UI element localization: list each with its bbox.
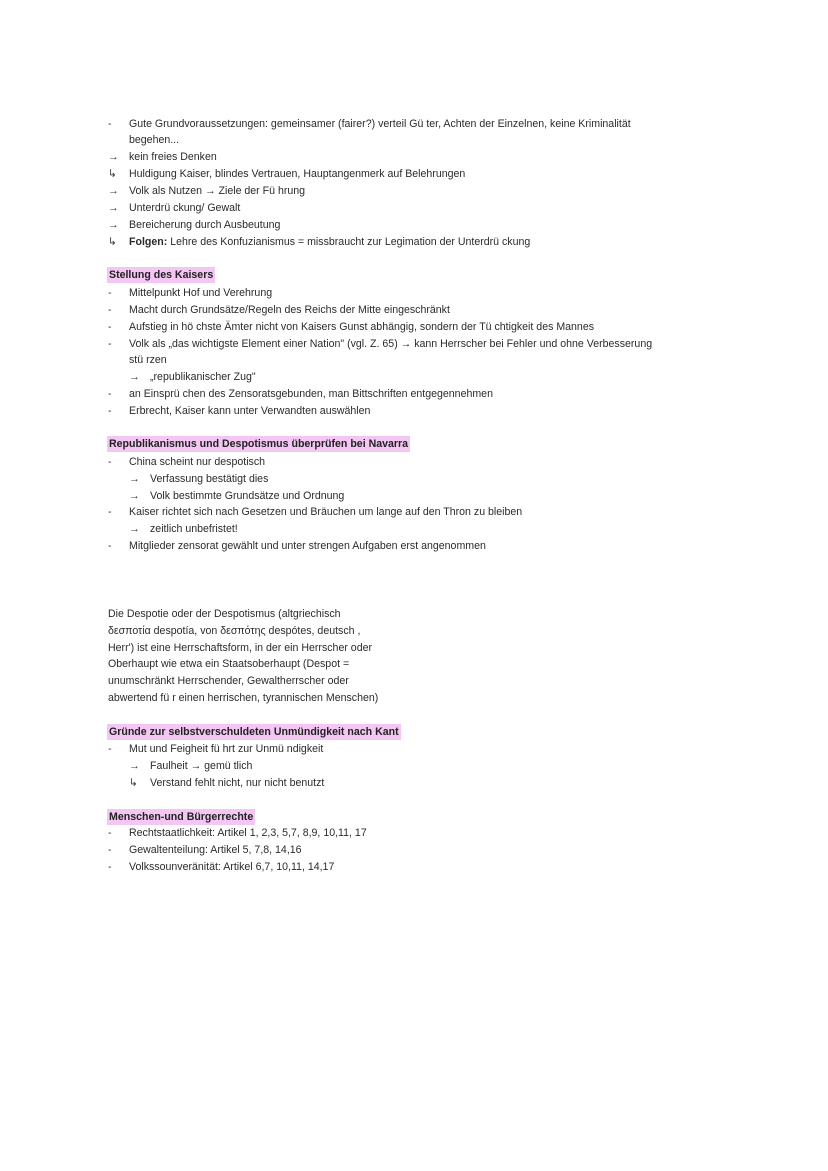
section-heading: Republikanismus und Despotismus überprüfen bei Navarra (109, 438, 409, 450)
section-heading: Menschen-und Bürgerrechte (109, 811, 254, 823)
bullet-marker: - (108, 321, 112, 333)
bullet-marker: - (108, 540, 112, 552)
bullet-marker: - (108, 861, 112, 873)
paragraph-line: unumschränkt Herrschender, Gewaltherrscher oder (108, 675, 349, 687)
arrow-marker: → (108, 202, 119, 214)
arrow-marker: → (108, 219, 119, 231)
arrow-marker: → (129, 473, 140, 485)
list-item: Volk als „das wichtigste Element einer Nation" (vgl. Z. 65) → kann Herrscher bei Fehler und ohne Verbesserung (129, 338, 653, 350)
bullet-marker: - (108, 304, 112, 316)
section-heading: Gründe zur selbstverschuldeten Unmündigkeit nach Kant (109, 726, 399, 738)
list-item: Volk als Nutzen → Ziele der Fü hrung (129, 185, 306, 197)
bullet-marker: - (108, 743, 112, 755)
sub-list-item: Verstand fehlt nicht, nur nicht benutzt (150, 777, 325, 789)
sub-list-item: Verfassung bestätigt dies (150, 473, 269, 485)
list-item: Gewaltenteilung: Artikel 5, 7,8, 14,16 (129, 844, 302, 856)
list-item: Mut und Feigheit fü hrt zur Unmü ndigkeit (129, 743, 324, 755)
list-item: Mitglieder zensorat gewählt und unter strengen Aufgaben erst angenommen (129, 540, 486, 552)
bullet-marker: - (108, 287, 112, 299)
bullet-marker: - (108, 388, 112, 400)
return-arrow-marker: ↳ (108, 168, 117, 180)
list-item: Unterdrü ckung/ Gewalt (129, 202, 241, 214)
list-item: Mittelpunkt Hof und Verehrung (129, 287, 273, 299)
paragraph-line: δεσποτία despotía, von δεσπότης despótes, deutsch , (108, 625, 361, 637)
bullet-marker: - (108, 405, 112, 417)
arrow-marker: → (108, 151, 119, 163)
return-arrow-marker: ↳ (108, 236, 117, 248)
list-item: Kaiser richtet sich nach Gesetzen und Bräuchen um lange auf den Thron zu bleiben (129, 506, 523, 518)
list-item: Erbrecht, Kaiser kann unter Verwandten auswählen (129, 405, 371, 417)
list-item: kein freies Denken (129, 151, 217, 163)
sub-list-item: Volk bestimmte Grundsätze und Ordnung (150, 490, 345, 502)
arrow-marker: → (129, 523, 140, 535)
list-item: an Einsprü chen des Zensoratsgebunden, man Bittschriften entgegennehmen (129, 388, 493, 400)
list-item (129, 235, 530, 249)
list-item: China scheint nur despotisch (129, 456, 266, 468)
arrow-marker: → (129, 371, 140, 383)
bullet-marker: - (108, 506, 112, 518)
paragraph-line: Herr') ist eine Herrschaftsform, in der ein Herrscher oder (108, 642, 373, 654)
list-item-continuation: stü rzen (129, 354, 167, 366)
return-arrow-marker: ↳ (129, 777, 138, 789)
arrow-marker: → (129, 490, 140, 502)
arrow-marker: → (129, 760, 140, 772)
list-item: Bereicherung durch Ausbeutung (129, 219, 281, 231)
list-item: Gute Grundvoraussetzungen: gemeinsamer (fairer?) verteil Gü ter, Achten der Einzelnen, keine Kriminalität (129, 118, 631, 130)
paragraph-line: Oberhaupt wie etwa ein Staatsoberhaupt (Despot = (108, 658, 350, 670)
list-item: Rechtstaatlichkeit: Artikel 1, 2,3, 5,7, 8,9, 10,11, 17 (129, 827, 367, 839)
bullet-marker: - (108, 456, 112, 468)
list-item: Macht durch Grundsätze/Regeln des Reichs der Mitte eingeschränkt (129, 304, 450, 316)
sub-list-item: „republikanischer Zug" (150, 371, 256, 383)
arrow-marker: → (108, 185, 119, 197)
bullet-marker: - (108, 118, 112, 130)
list-item-continuation: begehen... (129, 134, 180, 146)
list-item: Volkssounveränität: Artikel 6,7, 10,11, 14,17 (129, 861, 335, 873)
bold-label: Folgen: (129, 236, 168, 248)
sub-list-item: zeitlich unbefristet! (150, 523, 238, 535)
bullet-marker: - (108, 338, 112, 350)
list-item: Huldigung Kaiser, blindes Vertrauen, Hauptangenmerk auf Belehrungen (129, 168, 466, 180)
list-item: Aufstieg in hö chste Ämter nicht von Kaisers Gunst abhängig, sondern der Tü chtigkeit des Mannes (129, 321, 595, 333)
sub-list-item: Faulheit → gemü tlich (150, 760, 253, 772)
bullet-marker: - (108, 844, 112, 856)
bullet-marker: - (108, 827, 112, 839)
section-heading: Stellung des Kaisers (109, 269, 214, 281)
paragraph-line: abwertend fü r einen herrischen, tyrannischen Menschen) (108, 692, 379, 704)
list-item-text: Lehre des Konfuzianismus = missbraucht zur Legimation der Unterdrü ckung (167, 236, 531, 248)
paragraph-line: Die Despotie oder der Despotismus (altgriechisch (108, 608, 341, 620)
